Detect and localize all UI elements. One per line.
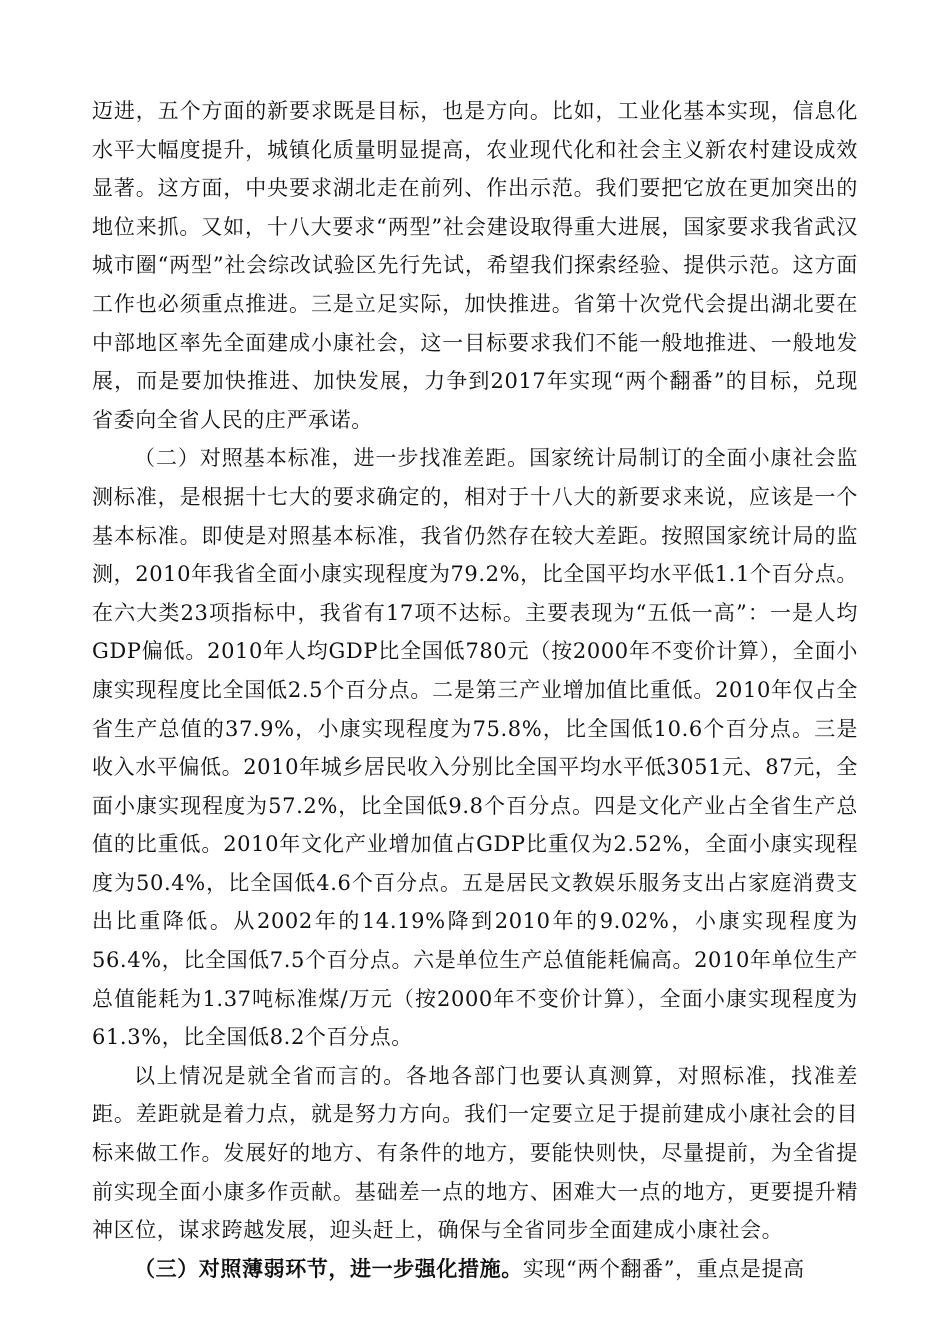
- paragraph-4: [92, 1250, 858, 1289]
- paragraph-3: 以上情况是就全省而言的。各地各部门也要认真测算，对照标准，找准差距。差距就是着力点，就是努力方向。我们一定要立足于提前建成小康社会的目标来做工作。发展好的地方、有条件的地方，要能快则快，尽量提前，为全省提前实现全面小康多作贡献。基础差一点的地方、困难大一点的地方，更要提升精神区位，谋求跨越发展，迎头赶上，确保与全省同步全面建成小康社会。: [92, 1063, 858, 1243]
- section-heading: （三）对照薄弱环节，进一步强化措施。: [134, 1255, 523, 1281]
- paragraph-1: 迈进，五个方面的新要求既是目标，也是方向。比如，工业化基本实现，信息化水平大幅度提升，城镇化质量明显提高，农业现代化和社会主义新农村建设成效显著。这方面，中央要求湖北走在前列、作出示范。我们要把它放在更加突出的地位来抓。又如，十八大要求“两型”社会建设取得重大进展，国家要求我省武汉城市圈“两型”社会综改试验区先行先试，希望我们探索经验、提供示范。这方面工作也必须重点推进。三是立足实际，加快推进。省第十次党代会提出湖北要在中部地区率先全面建成小康社会，这一目标要求我们不能一般地推进、一般地发展，而是要加快推进、加快发展，力争到2017年实现“两个翻番”的目标，兑现省委向全省人民的庄严承诺。: [92, 99, 858, 432]
- document-page: [92, 92, 858, 1288]
- paragraph-2: （二）对照基本标准，进一步找准差距。国家统计局制订的全面小康社会监测标准，是根据十七大的要求确定的，相对于十八大的新要求来说，应该是一个基本标准。即使是对照基本标准，我省仍然存在较大差距。按照国家统计局的监测，2010年我省全面小康实现程度为79.2%，比全国平均水平低1.1个百分点。在六大类23项指标中，我省有17项不达标。主要表现为“五低一高”：一是人均GDP偏低。2010年人均GDP比全国低780元（按2000年不变价计算），全面小康实现程度比全国低2.5个百分点。二是第三产业增加值比重低。2010年仅占全省生产总值的37.9%，小康实现程度为75.8%，比全国低10.6个百分点。三是收入水平偏低。2010年城乡居民收入分别比全国平均水平低3051元、87元，全面小康实现程度为57.2%，比全国低9.8个百分点。四是文化产业占全省生产总值的比重低。2010年文化产业增加值占GDP比重仅为2.52%，全面小康实现程度为50.4%，比全国低4.6个百分点。五是居民文教娱乐服务支出占家庭消费支出比重降低。从2002年的14.19%降到2010年的9.02%，小康实现程度为56.4%，比全国低7.5个百分点。六是单位生产总值能耗偏高。2010年单位生产总值能耗为1.37吨标准煤/万元（按2000年不变价计算），全面小康实现程度为61.3%，比全国低8.2个百分点。: [92, 446, 859, 1050]
- paragraph-4-text: 实现“两个翻番”，重点是提高: [522, 1256, 805, 1281]
